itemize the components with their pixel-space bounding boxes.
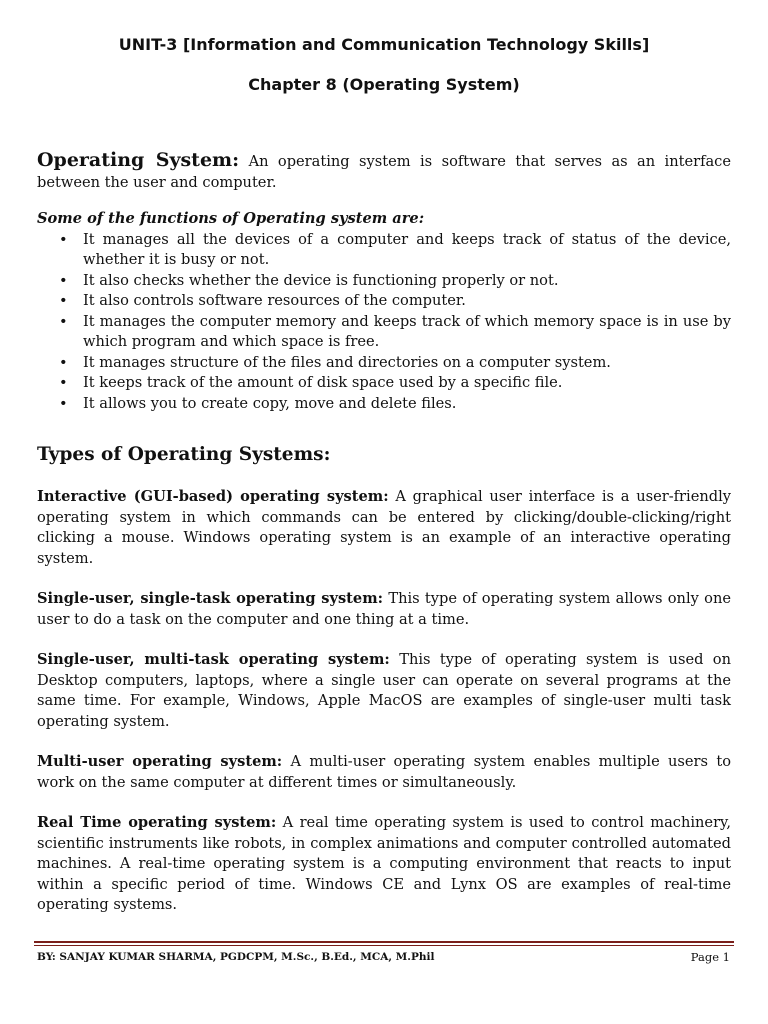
list-item-text: It also controls software resources of the computer. bbox=[83, 292, 466, 309]
list-item-text: It allows you to create copy, move and delete files. bbox=[83, 394, 457, 412]
type-name: Single-user, multi-task operating system: bbox=[37, 651, 390, 668]
list-item bbox=[37, 230, 731, 271]
functions-heading: Some of the functions of Operating system are: bbox=[37, 210, 425, 227]
bullet-icon: • bbox=[59, 394, 68, 412]
bullet-icon: • bbox=[59, 353, 68, 371]
type-name: Interactive (GUI-based) operating system: bbox=[37, 488, 389, 505]
page-number: Page 1 bbox=[690, 950, 730, 964]
types-heading: Types of Operating Systems: bbox=[37, 444, 331, 465]
bullet-icon: • bbox=[59, 292, 68, 309]
document-body bbox=[37, 150, 731, 916]
type-name: Single-user, single-task operating system: bbox=[37, 590, 384, 607]
list-item bbox=[37, 353, 731, 374]
chapter-title: Chapter 8 (Operating System) bbox=[248, 75, 520, 94]
bullet-icon: • bbox=[59, 230, 68, 248]
type-text: A graphical user interface is a user-friendly operating system in which commands can be entered by clicking/double-clicking/right clicking a mouse. Windows operating system is an example of an interactive operating system. bbox=[37, 488, 731, 567]
definition-term: Operating System: bbox=[37, 149, 240, 171]
list-item bbox=[37, 312, 731, 353]
list-item bbox=[37, 291, 731, 312]
os-type-single-user-multi-task bbox=[37, 650, 731, 732]
type-name: Real Time operating system: bbox=[37, 814, 277, 831]
list-item-text: It manages structure of the files and directories on a computer system. bbox=[83, 353, 611, 371]
type-text: This type of operating system allows only one user to do a task on the computer and one thing at a time. bbox=[37, 590, 731, 628]
footer-author: BY: SANJAY KUMAR SHARMA, PGDCPM, M.Sc., B.Ed., MCA, M.Phil bbox=[37, 951, 435, 963]
type-text: This type of operating system is used on Desktop computers, laptops, where a single user can operate on several programs at the same time. For example, Windows, Apple MacOS are examples of single-user multi task operating system. bbox=[37, 651, 731, 730]
list-item-text: It manages the computer memory and keeps track of which memory space is in use by which program and which space is free. bbox=[83, 312, 731, 350]
list-item bbox=[37, 271, 731, 292]
list-item bbox=[37, 373, 731, 394]
footer-divider-thin bbox=[34, 945, 734, 946]
type-text: A multi-user operating system enables multiple users to work on the same computer at different times or simultaneously. bbox=[37, 753, 731, 791]
os-definition bbox=[37, 150, 731, 193]
os-type-multi-user bbox=[37, 752, 731, 793]
unit-title: UNIT-3 [Information and Communication Technology Skills] bbox=[118, 35, 650, 54]
os-type-real-time bbox=[37, 813, 731, 916]
list-item bbox=[37, 394, 731, 415]
list-item-text: It also checks whether the device is functioning properly or not. bbox=[83, 271, 559, 289]
bullet-icon: • bbox=[59, 312, 68, 330]
type-text: A real time operating system is used to control machinery, scientific instruments like robots, in complex animations and computer controlled automated machines. A real-time operating system is a computing environment that reacts to input within a specific period of time. Windows CE and Lynx OS are examples of real-time operating systems. bbox=[37, 814, 731, 913]
os-type-single-user-single-task bbox=[37, 589, 731, 630]
list-item-text: It manages all the devices of a computer and keeps track of status of the device, whether it is busy or not. bbox=[83, 230, 731, 268]
type-name: Multi-user operating system: bbox=[37, 753, 283, 770]
bullet-icon: • bbox=[59, 374, 68, 391]
list-item-text: It keeps track of the amount of disk space used by a specific file. bbox=[83, 374, 563, 391]
definition-text: An operating system is software that serves as an interface between the user and computer. bbox=[37, 153, 731, 191]
bullet-icon: • bbox=[59, 271, 68, 289]
os-type-interactive bbox=[37, 487, 731, 569]
functions-list bbox=[37, 230, 731, 415]
